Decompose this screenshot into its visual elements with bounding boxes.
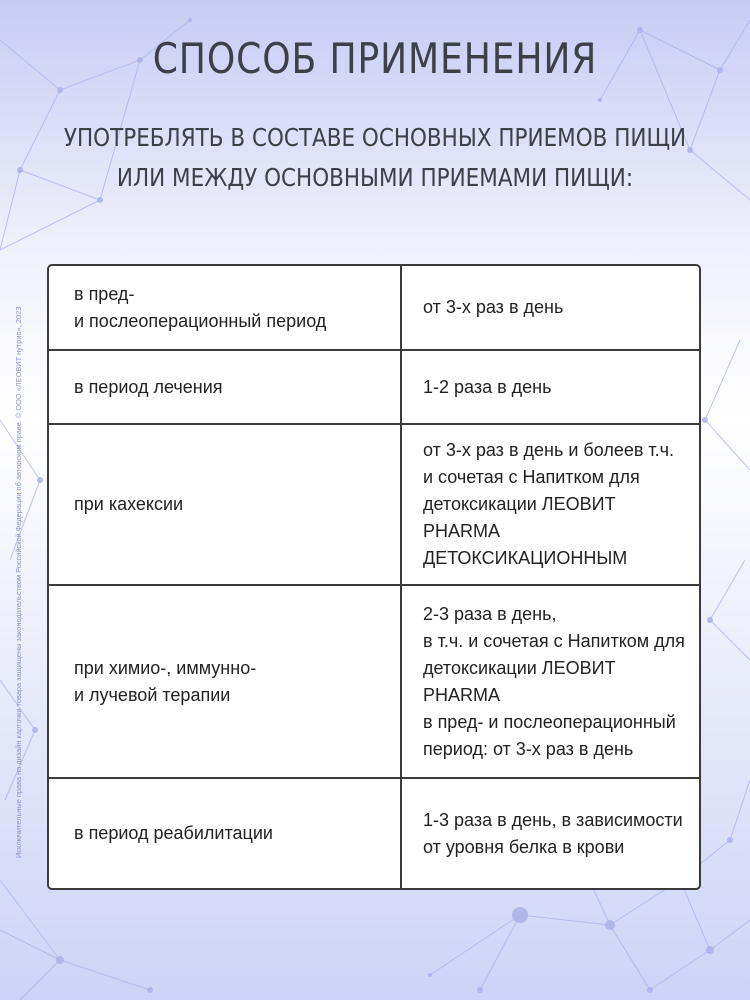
table-row xyxy=(49,586,699,779)
dosage-cell xyxy=(402,266,699,349)
usage-table xyxy=(47,264,701,890)
subtitle-line-1: УПОТРЕБЛЯТЬ В СОСТАВЕ ОСНОВНЫХ ПРИЕМОВ ПИЩИ xyxy=(63,123,687,152)
dosage-text: 1-3 раза в день, в зависимости от уровня белка в крови xyxy=(423,809,683,857)
condition-text: в период реабилитации xyxy=(74,823,273,843)
condition-text: в пред- и послеоперационный период xyxy=(74,283,327,331)
dosage-text: 1-2 раза в день xyxy=(423,376,552,397)
dosage-cell xyxy=(402,351,699,423)
condition-text: при кахексии xyxy=(74,494,184,514)
page-subtitle xyxy=(53,118,698,198)
table-row xyxy=(49,425,699,586)
condition-text: при химио-, иммунно- и лучевой терапии xyxy=(74,657,257,705)
table-row xyxy=(49,779,699,888)
dosage-text: от 3-х раз в день xyxy=(423,297,564,317)
dosage-cell xyxy=(402,425,699,584)
condition-cell xyxy=(49,266,402,349)
condition-cell xyxy=(49,425,402,584)
dosage-cell xyxy=(402,586,699,777)
condition-cell xyxy=(49,351,402,423)
page-title: СПОСОБ ПРИМЕНЕНИЯ xyxy=(152,34,598,83)
copyright-note: Исключительные права на дизайн карточки товара защищены законодательством Российской Федерации об авторском праве. © ООО «ЛЕОВИТ нутрио», 2023 xyxy=(14,306,23,858)
table-row xyxy=(49,351,699,425)
condition-cell xyxy=(49,586,402,777)
condition-text: в период лечения xyxy=(74,376,223,397)
dosage-cell xyxy=(402,779,699,888)
subtitle-line-2: ИЛИ МЕЖДУ ОСНОВНЫМИ ПРИЕМАМИ ПИЩИ: xyxy=(116,163,634,192)
dosage-text: от 3-х раз в день и болеев т.ч. и сочетая с Напитком для детоксикации ЛЕОВИТ PHARMA ДЕТОКСИКАЦИОННЫМ xyxy=(423,440,675,568)
table-row xyxy=(49,266,699,351)
dosage-text: 2-3 раза в день, в т.ч. и сочетая с Напитком для детоксикации ЛЕОВИТ PHARMA в пред- и послеоперационный период: от 3-х раз в день xyxy=(423,603,685,759)
condition-cell xyxy=(49,779,402,888)
